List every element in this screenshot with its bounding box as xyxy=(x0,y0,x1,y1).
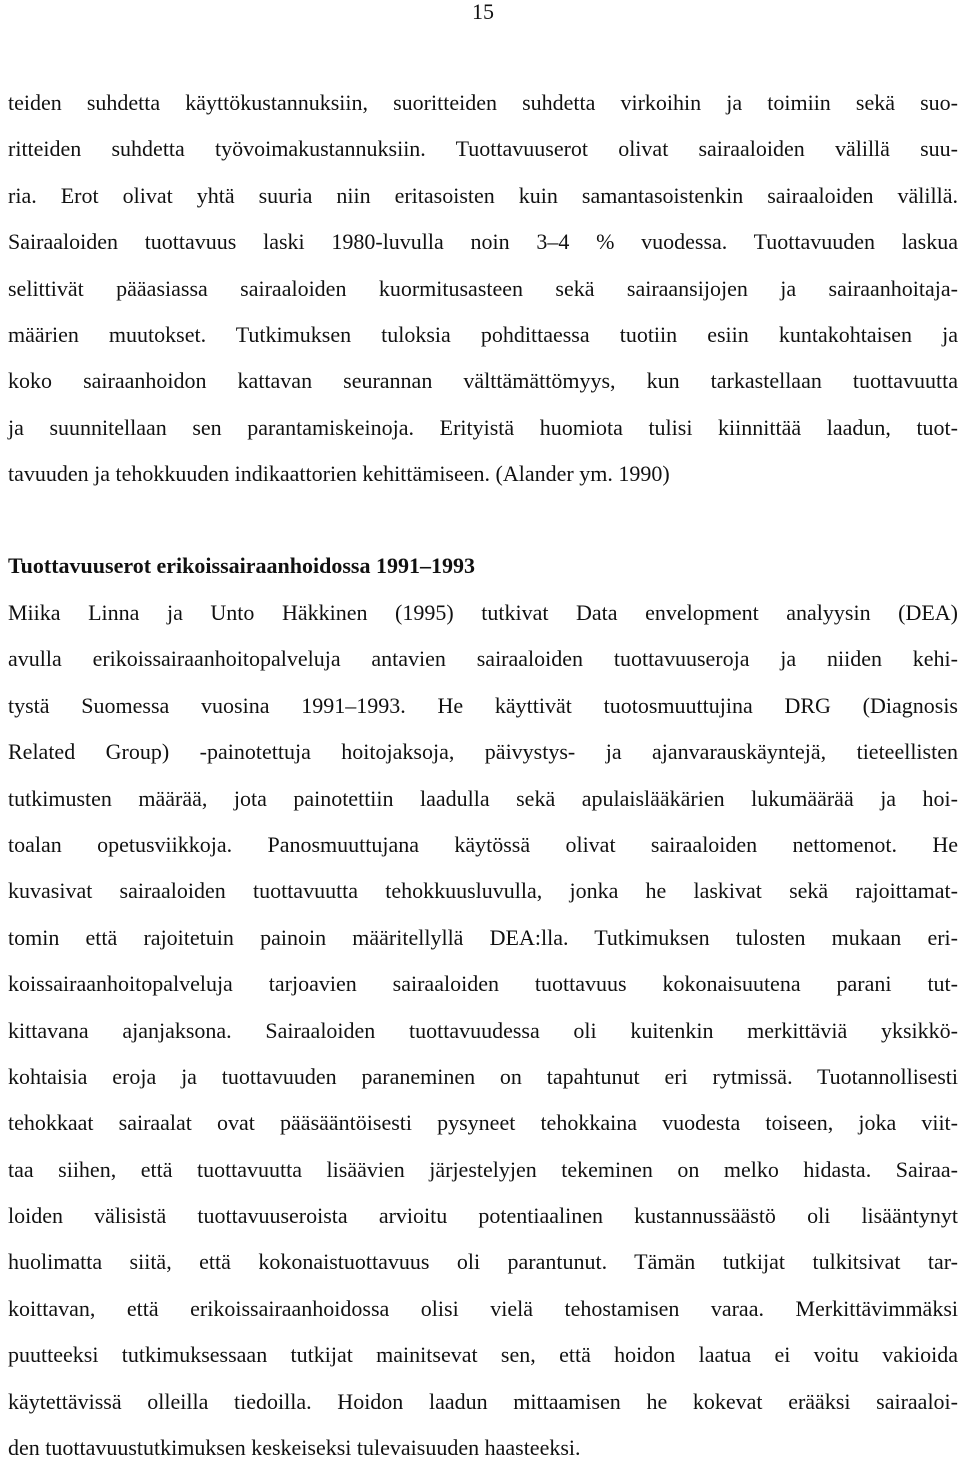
paragraph-line: koko sairaanhoidon kattavan seurannan välttämättömyys, kun tarkastellaan tuottavuutta xyxy=(8,368,958,394)
paragraph-line: den tuottavuustutkimuksen keskeiseksi tulevaisuuden haasteeksi. xyxy=(8,1435,581,1461)
paragraph-line: taa siihen, että tuottavuutta lisäävien järjestelyjen tekeminen on melko hidasta. Sairaa- xyxy=(8,1156,958,1182)
paragraph-line: kittavana ajanjaksona. Sairaaloiden tuottavuudessa oli kuitenkin merkittäviä yksikkö- xyxy=(8,1017,958,1043)
paragraph-line: tomin että rajoitetuin painoin määritellyllä DEA:lla. Tutkimuksen tulosten mukaan eri- xyxy=(8,924,958,950)
body-paragraph-2 xyxy=(8,590,958,1471)
paragraph-line: toalan opetusviikkoja. Panosmuuttujana käytössä olivat sairaaloiden nettomenot. He xyxy=(8,831,958,857)
paragraph-line: huolimatta siitä, että kokonaistuottavuus oli parantunut. Tämän tutkijat tulkitsivat tar- xyxy=(8,1249,958,1275)
paragraph-line: koissairaanhoitopalveluja tarjoavien sairaaloiden tuottavuus kokonaisuutena parani tut- xyxy=(8,971,958,997)
paragraph-line: teiden suhdetta käyttökustannuksiin, suoritteiden suhdetta virkoihin ja toimiin sekä suo- xyxy=(8,90,958,115)
paragraph-line: tystä Suomessa vuosina 1991–1993. He käyttivät tuotosmuuttujina DRG (Diagnosis xyxy=(8,692,958,718)
page-number: 15 xyxy=(472,0,494,24)
paragraph-line: määrien muutokset. Tutkimuksen tuloksia pohdittaessa tuotiin esiin kuntakohtaisen ja xyxy=(8,321,958,347)
paragraph-line: kohtaisia eroja ja tuottavuuden paraneminen on tapahtunut eri rytmissä. Tuotannollisesti xyxy=(8,1063,958,1089)
paragraph-line: tavuuden ja tehokkuuden indikaattorien kehittämiseen. (Alander ym. 1990) xyxy=(8,461,670,487)
paragraph-line: ja suunnitellaan sen parantamiskeinoja. Erityistä huomiota tulisi kiinnittää laadun, tuot- xyxy=(8,414,958,440)
section-heading: Tuottavuuserot erikoissairaanhoidossa 1991–1993 xyxy=(8,553,475,578)
paragraph-line: loiden välisistä tuottavuuseroista arvioitu potentiaalinen kustannussäästö oli lisääntynyt xyxy=(8,1203,958,1229)
paragraph-line: ritteiden suhdetta työvoimakustannuksiin. Tuottavuuserot olivat sairaaloiden välillä suu- xyxy=(8,136,958,162)
paragraph-line: ria. Erot olivat yhtä suuria niin eritasoisten kuin samantasoistenkin sairaaloiden välillä. xyxy=(8,182,958,208)
paragraph-line: selittivät pääasiassa sairaaloiden kuormitusasteen sekä sairaansijojen ja sairaanhoitaja- xyxy=(8,275,958,301)
paragraph-line: koittavan, että erikoissairaanhoidossa olisi vielä tehostamisen varaa. Merkittävimmäksi xyxy=(8,1295,958,1321)
paragraph-line: Miika Linna ja Unto Häkkinen (1995) tutkivat Data envelopment analyysin (DEA) xyxy=(8,600,958,625)
paragraph-line: käytettävissä olleilla tiedoilla. Hoidon laadun mittaamisen he kokevat erääksi sairaaloi- xyxy=(8,1388,958,1414)
paragraph-line: Related Group) -painotettuja hoitojaksoja, päivystys- ja ajanvarauskäyntejä, tieteellisten xyxy=(8,739,958,765)
paragraph-line: Sairaaloiden tuottavuus laski 1980-luvulla noin 3–4 % vuodessa. Tuottavuuden laskua xyxy=(8,229,958,255)
body-paragraph-1 xyxy=(8,80,958,498)
paragraph-line: avulla erikoissairaanhoitopalveluja antavien sairaaloiden tuottavuuseroja ja niiden kehi- xyxy=(8,646,958,672)
paragraph-line: tutkimusten määrää, jota painotettiin laadulla sekä apulaislääkärien lukumäärää ja hoi- xyxy=(8,785,958,811)
paragraph-line: puutteeksi tutkimuksessaan tutkijat mainitsevat sen, että hoidon laatua ei voitu vakioida xyxy=(8,1342,958,1368)
paragraph-line: tehokkaat sairaalat ovat pääsääntöisesti pysyneet tehokkaina vuodesta toiseen, joka viit- xyxy=(8,1110,958,1136)
paragraph-line: kuvasivat sairaaloiden tuottavuutta tehokkuusluvulla, jonka he laskivat sekä rajoittamat- xyxy=(8,878,958,904)
